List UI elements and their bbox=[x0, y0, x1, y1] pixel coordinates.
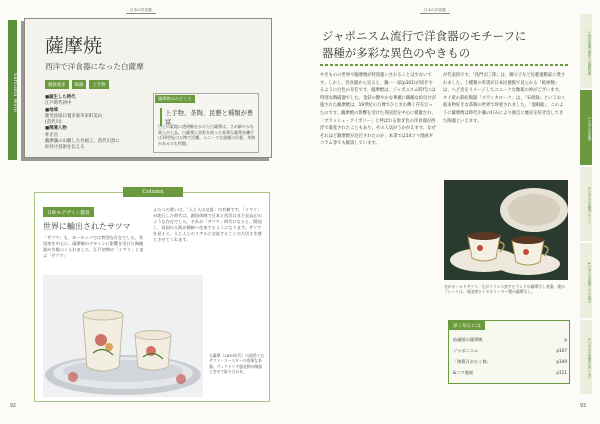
highlight-box bbox=[153, 93, 259, 153]
header-tag: 日本の洋食器 bbox=[420, 8, 450, 14]
page-number: 93 bbox=[580, 404, 587, 409]
fact-body: 江戸時代初中 bbox=[45, 101, 72, 107]
know-more-row bbox=[453, 370, 567, 376]
know-more-box bbox=[448, 320, 570, 384]
chapter-tab-active[interactable]: 2 日本の洋食器 bbox=[580, 90, 592, 164]
title-box bbox=[24, 18, 272, 158]
fact-body: (苗代川) bbox=[45, 120, 62, 126]
vertical-tab: Satsuma Ware bbox=[8, 20, 17, 160]
highlight-body: 白土の素地に透明釉をかけた白薩摩は、さめ細やかな貫入が上品。白薩摩に金彩を使った豪華な薩摩金襴手は19世紀の万博で活躍。ユニークな器種の民藝、茶陶があるのも特徴。 bbox=[158, 124, 256, 146]
body-column: やきものの世界で薩摩焼が特別扱いされることは少ないです。しかし、洋食器から見ると、鍋一一家(p101)が紹介するように白色の存在です。薩摩焼は、ジャポニスム時代には特別な陶磁器でした。金彩の艶やかな華麗に鶴鶴な絵付けが施された薩摩焼は、19世紀の万博でひときわ輝く存在だったのです。薩摩焼の影響を受けた英国窯を中心に模倣され、「ブラッシュ・アイボリー」と呼ばれる象牙色の洋食器が西洋で量産されたこともあり、その人気がうかがえます。なぜそれほど薩摩焼が注目されたのか、本書では14コマ漫画ギコラム等でも解説しています。 bbox=[320, 73, 437, 147]
page-number: 92 bbox=[10, 404, 17, 409]
facts-list bbox=[45, 95, 123, 152]
keyword-badge: 陶器 bbox=[72, 80, 87, 89]
highlight-subhead: 上手物、茶陶、民藝と種類が豊富 bbox=[160, 108, 258, 126]
keyword-badge: 朝鮮渡来 bbox=[45, 80, 69, 89]
column-text: 「サツマ」も、ヨーロッパでは特別な存在でした。英国窯を中心に、薩摩焼のデザインに影響を受けた陶磁器が多数つくられました。江戸初期の「イマリ」と並ぶ「サツマ」 bbox=[43, 235, 144, 259]
know-more-name: ジャポニスム bbox=[453, 348, 479, 353]
column-box bbox=[34, 189, 270, 402]
know-more-row bbox=[453, 359, 567, 365]
chapter-tab[interactable]: 5 日本の洋食器の楽しみ方 bbox=[580, 320, 592, 394]
highlight-label: 薩摩焼のみどころ bbox=[155, 95, 195, 103]
article-title bbox=[322, 28, 526, 62]
know-more-page: p bbox=[564, 337, 567, 342]
know-more-row bbox=[453, 348, 567, 354]
page-title: 薩摩焼 bbox=[45, 35, 103, 57]
fact-body: 絵付け技術を伝える bbox=[45, 145, 85, 151]
know-more-name: 仙厳園の薩摩焼 bbox=[453, 337, 483, 342]
column-heading: 世界に輸出されたサツマ bbox=[43, 222, 131, 231]
know-more-page: p109 bbox=[556, 359, 567, 364]
column-caption: 左薩摩（1870年代）の湯呑と右サツマ・コースターの豪華な茶器。ヴィクトリア風花柄の陶器と会せて取り合わせ。 bbox=[209, 353, 265, 375]
know-more-page: p107 bbox=[556, 348, 567, 353]
know-more-name: &コマ漫画 bbox=[453, 370, 474, 375]
know-more-name: 「綾篠百がたく様」 bbox=[453, 359, 491, 364]
page-subtitle: 西洋で洋食器になった白薩摩 bbox=[45, 62, 144, 71]
column-label: 日欧モデザイン鑑賞 bbox=[43, 207, 94, 217]
know-more-page: p111 bbox=[556, 370, 567, 375]
article-title-line: 器種が多彩な異色のやきもの bbox=[322, 46, 471, 60]
chapter-tab[interactable]: 3 日本の洋食器デザイン bbox=[580, 167, 592, 241]
coffee-cups-photo bbox=[444, 180, 568, 280]
teacup-illustration bbox=[43, 275, 203, 397]
know-more-row bbox=[453, 337, 567, 343]
teacup-photo bbox=[43, 275, 203, 397]
keyword-badge: 上手物 bbox=[89, 80, 108, 89]
right-page bbox=[300, 0, 600, 424]
coffee-cups-illustration bbox=[444, 180, 568, 280]
chapter-tabs bbox=[580, 14, 592, 394]
photo-caption: 右がオールドサツマ、左がフランス窯アビランドの薩摩写し茶器。奥のプレートは、英国窯ロイヤルコーター製の薩摩写し。 bbox=[444, 284, 565, 295]
column-tag: Column bbox=[123, 187, 183, 197]
fact-head: ■誕生した時代 bbox=[45, 95, 76, 100]
fact-body: 薩摩藩の山脈した名画工、苗代川窯に bbox=[45, 139, 120, 145]
keyword-list bbox=[45, 80, 109, 89]
fact-body: 朴正官 bbox=[45, 132, 59, 138]
title-divider bbox=[320, 64, 568, 66]
column-text: ふたつの書いは、「人と人の交流」の有無です。「イマリ」が流行した時代は、鎖国体制で日本と西洋はまだ見ぬ幻のような存在でした。それが「サツマ」時代になると、開国し、両国の人間が積極へ往来するようになります。サツマを見ると、人と人とのリアルに交流することの大切さを感じさせてくれます。 bbox=[153, 207, 262, 243]
fact-head: ■関連人物 bbox=[45, 126, 67, 132]
body-column: が代表的です。「島門司三郎」は、御父子など民藝運動家に愛されました。上種類の奉書が日本民藝館で見られる「蛇喰釉」は、へど皮をイメージしたユニークな釉薬の妙がございます。タイ産の鉄絵陶器「スワンカローク」は、「宋胡録」というおく船来物好きな茶陶の世界で珍重されました。「金剛器」、このように薩摩焼は時代や藩の好みにより独自に歴史を紡ぎ出してきた陶器といえます。 bbox=[443, 73, 566, 124]
chapter-tab[interactable]: 4 日本の洋食器とその周辺 bbox=[580, 243, 592, 317]
article-title-line: ジャポニスム流行で洋食器のモチーフに bbox=[322, 29, 527, 43]
chapter-tab[interactable]: 1 西洋食器の歴史と基礎知識 bbox=[580, 14, 592, 88]
header-tag: 日本の洋食器 bbox=[126, 8, 156, 14]
fact-body: 鹿児島県日置市東市来町美山 bbox=[45, 113, 103, 119]
know-more-label: 深く知るには bbox=[449, 321, 485, 330]
fact-head: ■地域 bbox=[45, 107, 58, 113]
